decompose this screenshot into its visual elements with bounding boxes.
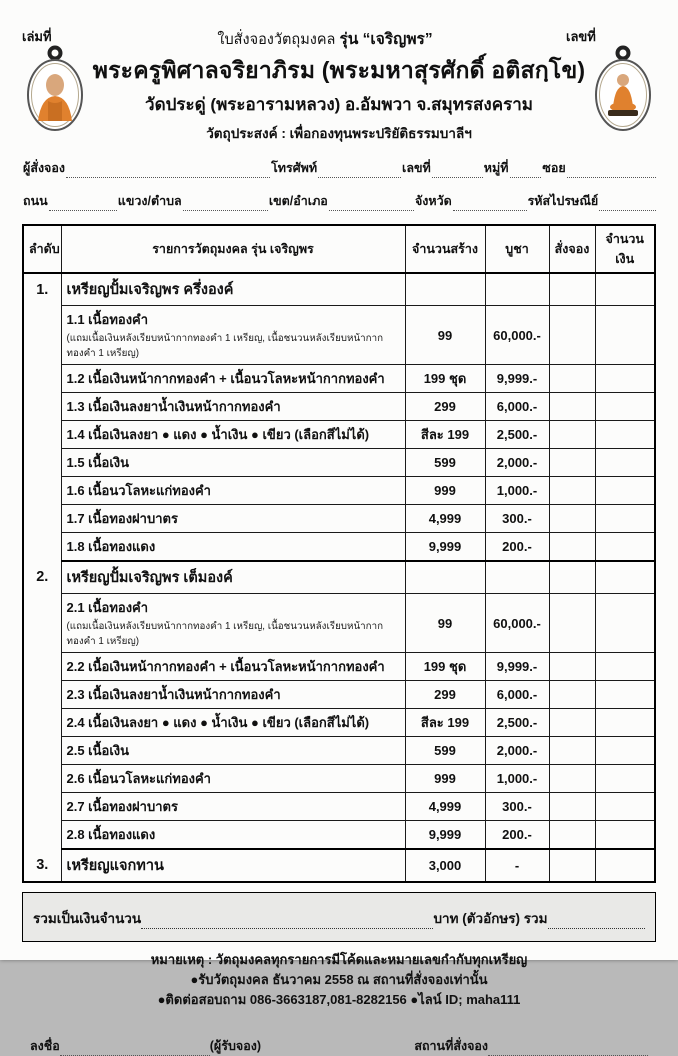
field-input-line[interactable] (510, 163, 542, 178)
quantity-made-cell: 199 ชุด (405, 653, 485, 681)
notes-block (22, 950, 656, 1010)
worship-price-cell: 300.- (485, 793, 549, 821)
table-row (23, 594, 655, 653)
row-number-cell (23, 421, 61, 449)
total-mid-label: บาท (ตัวอักษร) รวม (433, 911, 548, 926)
item-name-cell: 2.6 เนื้อนวโลหะแก่ทองคำ (61, 765, 405, 793)
field-label: แขวง/ตำบล (117, 194, 182, 208)
order-qty-input-cell[interactable] (549, 709, 595, 737)
row-number-cell (23, 594, 61, 653)
field-label: เลขที่ (402, 161, 431, 175)
item-name-cell: 1.3 เนื้อเงินลงยาน้ำเงินหน้ากากทองคำ (61, 393, 405, 421)
field-input-line[interactable] (567, 163, 656, 178)
item-name-cell: 2.5 เนื้อเงิน (61, 737, 405, 765)
order-qty-input-cell[interactable] (549, 849, 595, 882)
worship-price-cell: 60,000.- (485, 306, 549, 365)
field-input-line[interactable] (453, 196, 527, 211)
form-title: ใบสั่งจองวัตถุมงคล (217, 32, 336, 48)
number-label: เลขที่ (566, 29, 596, 44)
table-row (23, 709, 655, 737)
worship-price-cell: 6,000.- (485, 681, 549, 709)
table-row (23, 821, 655, 850)
sign-label: ลงชื่อ (30, 1039, 60, 1054)
field-row (22, 191, 656, 211)
table-row (23, 273, 655, 306)
row-number-cell (23, 821, 61, 850)
table-row (23, 306, 655, 365)
signature-row (22, 1036, 656, 1056)
edition-title: รุ่น “เจริญพร” (339, 31, 433, 48)
order-qty-input-cell[interactable] (549, 505, 595, 533)
worship-price-cell: 200.- (485, 821, 549, 850)
item-name-cell: เหรียญปั้มเจริญพร เต็มองค์ (61, 561, 405, 594)
row-number-cell (23, 505, 61, 533)
table-row (23, 849, 655, 882)
quantity-made-cell (405, 561, 485, 594)
item-name-cell: 1.1 เนื้อทองคำ (แถมเนื้อเงินหลังเรียบหน้ากากทองคำ 1 เหรียญ, เนื้อชนวนหลังเรียบหน้ากากทองคำ 1 เหรียญ) (61, 306, 405, 365)
amount-input-cell[interactable] (595, 653, 655, 681)
worship-price-cell (485, 273, 549, 306)
item-name-cell: 2.1 เนื้อทองคำ (แถมเนื้อเงินหลังเรียบหน้ากากทองคำ 1 เหรียญ, เนื้อชนวนหลังเรียบหน้ากากทองคำ 1 เหรียญ) (61, 594, 405, 653)
title-block (22, 53, 656, 144)
quantity-made-cell: 999 (405, 477, 485, 505)
order-qty-input-cell[interactable] (549, 594, 595, 653)
row-number-cell (23, 653, 61, 681)
amount-input-cell[interactable] (595, 365, 655, 393)
worship-price-cell: 200.- (485, 533, 549, 562)
item-name-cell: 1.6 เนื้อนวโลหะแก่ทองคำ (61, 477, 405, 505)
total-amount-number-field[interactable] (548, 914, 645, 929)
field-label: รหัสไปรษณีย์ (527, 194, 599, 208)
row-number-cell (23, 393, 61, 421)
column-header: ลำดับ (23, 225, 61, 273)
table-row (23, 561, 655, 594)
amount-input-cell[interactable] (595, 737, 655, 765)
order-qty-input-cell[interactable] (549, 821, 595, 850)
quantity-made-cell: 9,999 (405, 533, 485, 562)
table-row (23, 737, 655, 765)
table-row (23, 533, 655, 562)
item-name-cell: 1.8 เนื้อทองแดง (61, 533, 405, 562)
order-qty-input-cell[interactable] (549, 421, 595, 449)
item-name-cell: 2.4 เนื้อเงินลงยา ● แดง ● น้ำเงิน ● เขียว (เลือกสีไม่ได้) (61, 709, 405, 737)
order-table (22, 224, 656, 883)
worship-price-cell: 1,000.- (485, 765, 549, 793)
quantity-made-cell: 199 ชุด (405, 365, 485, 393)
table-row (23, 653, 655, 681)
worship-price-cell: 300.- (485, 505, 549, 533)
field-input-line[interactable] (318, 163, 401, 178)
form-title-line (112, 26, 538, 51)
order-qty-input-cell[interactable] (549, 681, 595, 709)
row-number-cell (23, 793, 61, 821)
field-label: ผู้สั่งจอง (23, 161, 65, 175)
amount-input-cell[interactable] (595, 561, 655, 594)
place-label: สถานที่สั่งจอง (414, 1039, 488, 1054)
worship-price-cell: 6,000.- (485, 393, 549, 421)
amount-input-cell[interactable] (595, 421, 655, 449)
table-row (23, 477, 655, 505)
amount-input-cell[interactable] (595, 505, 655, 533)
order-qty-input-cell[interactable] (549, 393, 595, 421)
amount-input-cell[interactable] (595, 393, 655, 421)
item-bonus-note: (แถมเนื้อเงินหลังเรียบหน้ากากทองคำ 1 เหรียญ, เนื้อชนวนหลังเรียบหน้ากากทองคำ 1 เหรียญ) (66, 621, 384, 647)
item-name-cell: 2.2 เนื้อเงินหน้ากากทองคำ + เนื้อนวโลหะหน้ากากทองคำ (61, 653, 405, 681)
total-amount-text-field[interactable] (141, 914, 433, 929)
table-row (23, 365, 655, 393)
temple-line: วัดประดู่ (พระอารามหลวง) อ.อัมพวา จ.สมุทรสงคราม (145, 95, 533, 114)
row-number-cell (23, 681, 61, 709)
table-row (23, 505, 655, 533)
table-row (23, 765, 655, 793)
field-row (22, 158, 656, 178)
quantity-made-cell: 99 (405, 594, 485, 653)
amount-input-cell[interactable] (595, 849, 655, 882)
field-input-line[interactable] (66, 163, 270, 178)
quantity-made-cell: สีละ 199 (405, 709, 485, 737)
quantity-made-cell: 3,000 (405, 849, 485, 882)
field-label: จังหวัด (414, 194, 452, 208)
amount-input-cell[interactable] (595, 273, 655, 306)
field-input-line[interactable] (329, 196, 414, 211)
amount-input-cell[interactable] (595, 821, 655, 850)
item-name-cell: 1.2 เนื้อเงินหน้ากากทองคำ + เนื้อนวโลหะหน้ากากทองคำ (61, 365, 405, 393)
row-number-cell (23, 709, 61, 737)
field-label: ซอย (542, 161, 566, 175)
table-row (23, 393, 655, 421)
field-input-line[interactable] (183, 196, 268, 211)
column-header: จำนวนสร้าง (405, 225, 485, 273)
order-qty-input-cell[interactable] (549, 793, 595, 821)
sign-suffix: (ผู้รับจอง) (209, 1039, 261, 1054)
row-number-cell: 3. (23, 849, 61, 882)
note-line: ●ติดต่อสอบถาม 086-3663187,081-8282156 ●ไลน์ ID; maha111 (157, 992, 521, 1008)
amount-input-cell[interactable] (595, 594, 655, 653)
quantity-made-cell: 4,999 (405, 505, 485, 533)
table-row (23, 793, 655, 821)
item-name-cell: 1.4 เนื้อเงินลงยา ● แดง ● น้ำเงิน ● เขียว (เลือกสีไม่ได้) (61, 421, 405, 449)
field-input-line[interactable] (49, 196, 117, 211)
quantity-made-cell: 299 (405, 681, 485, 709)
total-label: รวมเป็นเงินจำนวน (33, 911, 142, 926)
quantity-made-cell: 9,999 (405, 821, 485, 850)
purpose-line: วัตถุประสงค์ : เพื่อกองทุนพระปริยัติธรรมบาลีฯ (206, 126, 472, 141)
order-qty-input-cell[interactable] (549, 365, 595, 393)
field-label: ถนน (23, 194, 48, 208)
order-qty-input-cell[interactable] (549, 561, 595, 594)
amount-input-cell[interactable] (595, 306, 655, 365)
worship-price-cell: 2,500.- (485, 421, 549, 449)
row-number-cell (23, 449, 61, 477)
quantity-made-cell: 599 (405, 737, 485, 765)
column-header: จำนวนเงิน (595, 225, 655, 273)
worship-price-cell: 1,000.- (485, 477, 549, 505)
quantity-made-cell: 599 (405, 449, 485, 477)
row-number-cell (23, 765, 61, 793)
item-name-cell: 2.7 เนื้อทองฝาบาตร (61, 793, 405, 821)
monk-bust-amulet-icon (24, 45, 86, 133)
signature-group (30, 1036, 261, 1056)
amount-input-cell[interactable] (595, 477, 655, 505)
order-qty-input-cell[interactable] (549, 273, 595, 306)
item-bonus-note: (แถมเนื้อเงินหลังเรียบหน้ากากทองคำ 1 เหรียญ, เนื้อชนวนหลังเรียบหน้ากากทองคำ 1 เหรียญ) (66, 333, 384, 359)
amount-input-cell[interactable] (595, 533, 655, 562)
row-number-cell (23, 306, 61, 365)
field-input-line[interactable] (599, 196, 656, 211)
row-number-cell (23, 533, 61, 562)
worship-price-cell: 2,500.- (485, 709, 549, 737)
top-row (22, 26, 656, 51)
table-row (23, 681, 655, 709)
worship-price-cell: 2,000.- (485, 449, 549, 477)
page-title: พระครูพิศาลจริยาภิรม (พระมหาสุรศักดิ์ อติสกฺโข) (92, 57, 586, 83)
total-amount-box (22, 892, 656, 942)
orderer-fields (22, 158, 656, 211)
field-label: หมู่ที่ (483, 161, 509, 175)
column-header: รายการวัตถุมงคล รุ่น เจริญพร (61, 225, 405, 273)
order-qty-input-cell[interactable] (549, 306, 595, 365)
field-label: โทรศัพท์ (271, 161, 318, 175)
quantity-made-cell (405, 273, 485, 306)
row-number-cell: 1. (23, 273, 61, 306)
item-name-cell: 1.5 เนื้อเงิน (61, 449, 405, 477)
quantity-made-cell: 99 (405, 306, 485, 365)
table-row (23, 449, 655, 477)
row-number-cell (23, 365, 61, 393)
quantity-made-cell: 4,999 (405, 793, 485, 821)
row-number-cell (23, 737, 61, 765)
seated-monk-amulet-icon (592, 45, 654, 133)
item-name-cell: เหรียญแจกทาน (61, 849, 405, 882)
note-line: ●รับวัตถุมงคล ธันวาคม 2558 ณ สถานที่สั่งจองเท่านั้น (190, 972, 488, 988)
order-qty-input-cell[interactable] (549, 449, 595, 477)
item-name-cell: 2.3 เนื้อเงินลงยาน้ำเงินหน้ากากทองคำ (61, 681, 405, 709)
amount-input-cell[interactable] (595, 681, 655, 709)
item-name-cell: 1.7 เนื้อทองฝาบาตร (61, 505, 405, 533)
amount-input-cell[interactable] (595, 709, 655, 737)
column-header: สั่งจอง (549, 225, 595, 273)
order-qty-input-cell[interactable] (549, 477, 595, 505)
signature-field[interactable] (60, 1041, 210, 1056)
field-label: เขต/อำเภอ (268, 194, 328, 208)
worship-price-cell (485, 561, 549, 594)
order-qty-input-cell[interactable] (549, 533, 595, 562)
order-place-field[interactable] (488, 1041, 648, 1056)
order-place-group (414, 1036, 648, 1056)
field-input-line[interactable] (432, 163, 483, 178)
table-row (23, 421, 655, 449)
amount-input-cell[interactable] (595, 449, 655, 477)
quantity-made-cell: 299 (405, 393, 485, 421)
order-qty-input-cell[interactable] (549, 653, 595, 681)
order-qty-input-cell[interactable] (549, 737, 595, 765)
worship-price-cell: 2,000.- (485, 737, 549, 765)
row-number-cell: 2. (23, 561, 61, 594)
note-line: หมายเหตุ : วัตถุมงคลทุกรายการมีโค้ดและหมายเลขกำกับทุกเหรียญ (150, 952, 528, 967)
item-name-cell: เหรียญปั้มเจริญพร ครึ่งองค์ (61, 273, 405, 306)
worship-price-cell: 9,999.- (485, 365, 549, 393)
worship-price-cell: 60,000.- (485, 594, 549, 653)
worship-price-cell: - (485, 849, 549, 882)
item-name-cell: 2.8 เนื้อทองแดง (61, 821, 405, 850)
order-qty-input-cell[interactable] (549, 765, 595, 793)
worship-price-cell: 9,999.- (485, 653, 549, 681)
amount-input-cell[interactable] (595, 765, 655, 793)
quantity-made-cell: สีละ 199 (405, 421, 485, 449)
amount-input-cell[interactable] (595, 793, 655, 821)
column-header: บูชา (485, 225, 549, 273)
volume-label: เล่มที่ (22, 29, 52, 44)
quantity-made-cell: 999 (405, 765, 485, 793)
row-number-cell (23, 477, 61, 505)
